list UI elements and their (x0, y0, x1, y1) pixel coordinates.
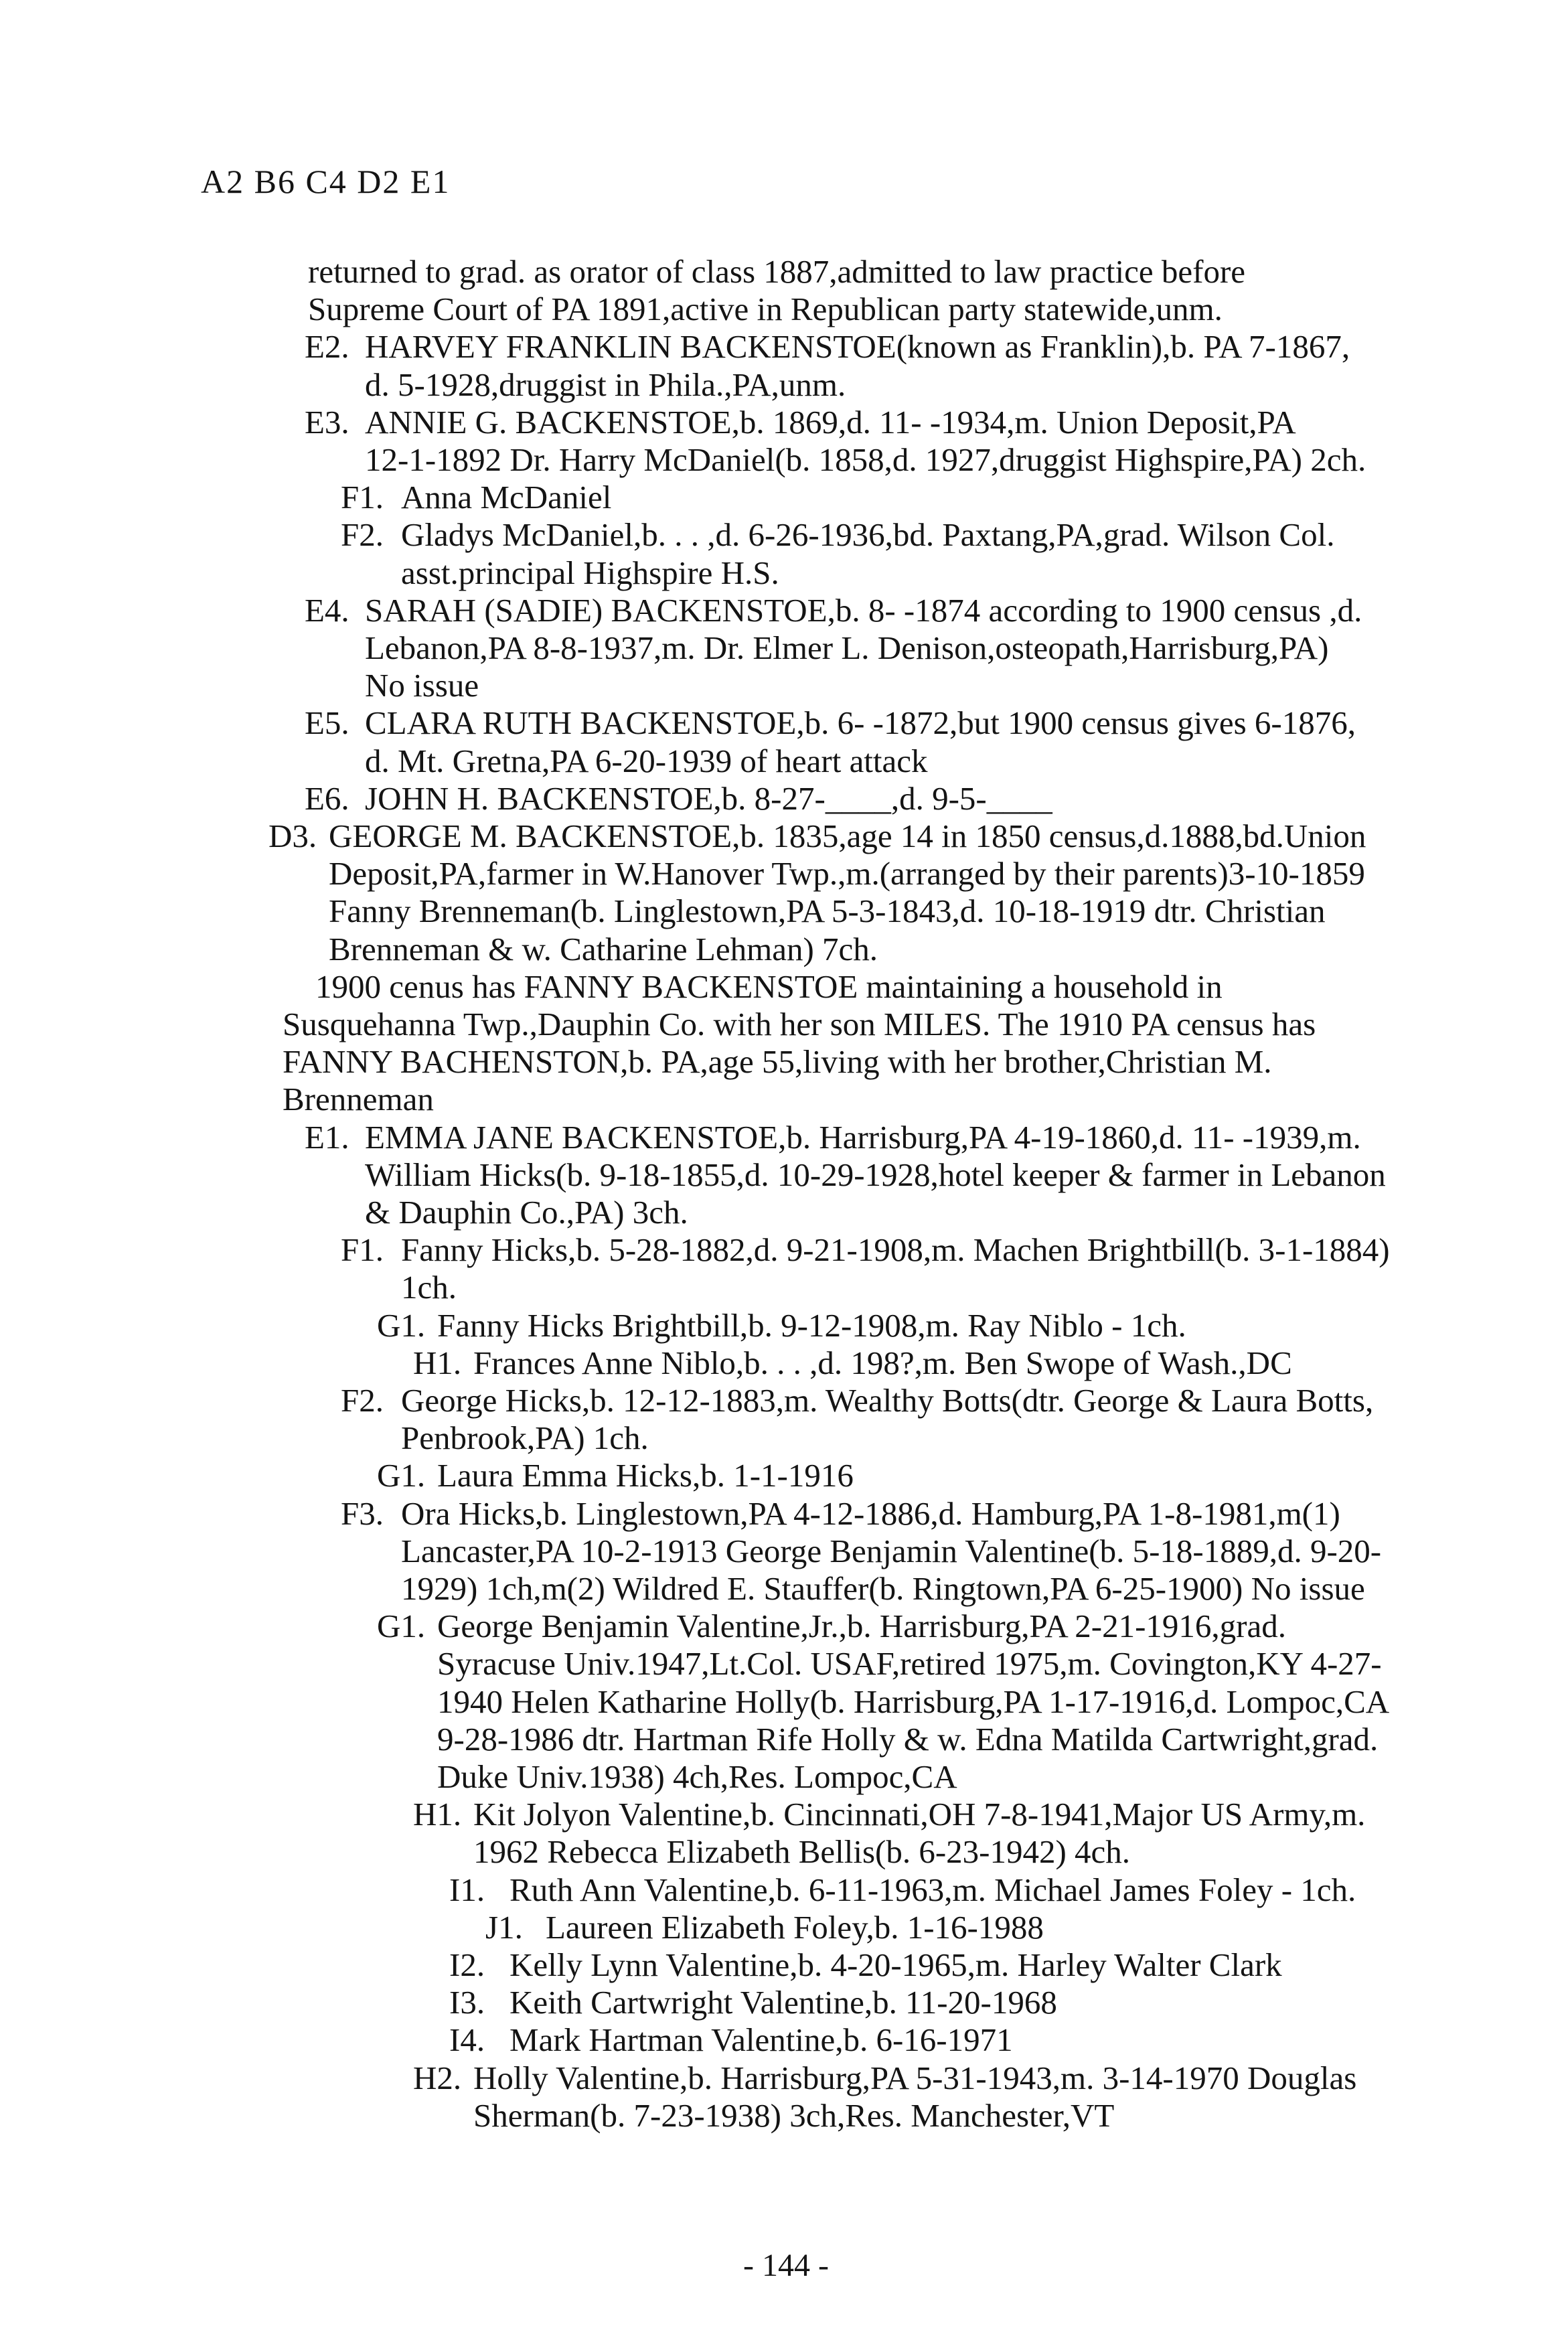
entry-line: Gladys McDaniel,b. . . ,d. 6-26-1936,bd. Paxtang,PA,grad. Wilson Col. (401, 516, 1335, 554)
entry-line: Ora Hicks,b. Linglestown,PA 4-12-1886,d. Hamburg,PA 1-8-1981,m(1) (401, 1494, 1340, 1532)
entry-line: HARVEY FRANKLIN BACKENSTOE(known as Franklin),b. PA 7-1867, (365, 328, 1350, 366)
entry-line: CLARA RUTH BACKENSTOE,b. 6- -1872,but 1900 census gives 6-1876, (365, 704, 1356, 742)
entry-label: I1. (449, 1871, 485, 1908)
entry-line: Kelly Lynn Valentine,b. 4-20-1965,m. Harley Walter Clark (509, 1946, 1282, 1983)
entry-line: 9-28-1986 dtr. Hartman Rife Holly & w. Edna Matilda Cartwright,grad. (437, 1720, 1379, 1758)
entry-line: asst.principal Highspire H.S. (401, 554, 779, 591)
entry-line: JOHN H. BACKENSTOE,b. 8-27-____,d. 9-5-____ (365, 779, 1052, 817)
entry-line: Laura Emma Hicks,b. 1-1-1916 (437, 1457, 854, 1494)
entry-line: EMMA JANE BACKENSTOE,b. Harrisburg,PA 4-19-1860,d. 11- -1939,m. (365, 1118, 1361, 1156)
page-number: - 144 - (743, 2248, 829, 2283)
entry-line: & Dauphin Co.,PA) 3ch. (365, 1194, 688, 1231)
entry-line: George Benjamin Valentine,Jr.,b. Harrisburg,PA 2-21-1916,grad. (437, 1608, 1286, 1645)
entry-line: Fanny Hicks Brightbill,b. 9-12-1908,m. Ray Niblo - 1ch. (437, 1306, 1186, 1344)
entry-line: Sherman(b. 7-23-1938) 3ch,Res. Manchester,VT (473, 2096, 1115, 2134)
entry-label: F1. (341, 1231, 384, 1269)
entry-line: ANNIE G. BACKENSTOE,b. 1869,d. 11- -1934,m. Union Deposit,PA (365, 403, 1296, 441)
entry-line: Duke Univ.1938) 4ch,Res. Lompoc,CA (437, 1758, 957, 1795)
entry-label: E6. (305, 779, 349, 817)
entry-line: Mark Hartman Valentine,b. 6-16-1971 (509, 2021, 1013, 2059)
entry-label: F1. (341, 479, 384, 516)
entry-line: Penbrook,PA) 1ch. (401, 1419, 649, 1457)
entry-line: d. Mt. Gretna,PA 6-20-1939 of heart attack (365, 742, 928, 779)
entry-line: Brenneman (283, 1081, 434, 1118)
entry-label: G1. (377, 1457, 426, 1494)
entry-label: E1. (305, 1118, 349, 1156)
entry-line: returned to grad. as orator of class 1887,admitted to law practice before (308, 253, 1246, 290)
entry-label: F2. (341, 516, 384, 554)
entry-label: E4. (305, 591, 349, 629)
entry-line: d. 5-1928,druggist in Phila.,PA,unm. (365, 366, 846, 403)
entry-line: William Hicks(b. 9-18-1855,d. 10-29-1928,hotel keeper & farmer in Lebanon (365, 1156, 1386, 1193)
entry-line: 1ch. (401, 1269, 457, 1306)
entry-label: J1. (485, 1908, 523, 1946)
entry-line: Keith Cartwright Valentine,b. 11-20-1968 (509, 1984, 1057, 2021)
entry-label: I4. (449, 2021, 485, 2059)
entry-line: Holly Valentine,b. Harrisburg,PA 5-31-1943,m. 3-14-1970 Douglas (473, 2059, 1357, 2096)
entry-label: H1. (413, 1344, 462, 1381)
entry-label: H1. (413, 1796, 462, 1833)
entry-line: Anna McDaniel (401, 479, 612, 516)
entry-line: Deposit,PA,farmer in W.Hanover Twp.,m.(arranged by their parents)3-10-1859 (329, 855, 1365, 893)
entry-line: 1940 Helen Katharine Holly(b. Harrisburg,PA 1-17-1916,d. Lompoc,CA (437, 1683, 1390, 1720)
entry-label: G1. (377, 1306, 426, 1344)
entry-line: SARAH (SADIE) BACKENSTOE,b. 8- -1874 according to 1900 census ,d. (365, 591, 1362, 629)
entry-line: FANNY BACHENSTON,b. PA,age 55,living with her brother,Christian M. (283, 1043, 1272, 1081)
entry-label: G1. (377, 1608, 426, 1645)
entry-label: F2. (341, 1382, 384, 1419)
entry-line: GEORGE M. BACKENSTOE,b. 1835,age 14 in 1850 census,d.1888,bd.Union (329, 818, 1366, 854)
entry-line: No issue (365, 667, 479, 704)
entry-line: Lancaster,PA 10-2-1913 George Benjamin Valentine(b. 5-18-1889,d. 9-20- (401, 1532, 1382, 1569)
entry-label: E5. (305, 704, 349, 742)
entry-label: E2. (305, 328, 349, 366)
entry-line: Ruth Ann Valentine,b. 6-11-1963,m. Michael James Foley - 1ch. (509, 1871, 1356, 1908)
entry-line: 1962 Rebecca Elizabeth Bellis(b. 6-23-1942) 4ch. (473, 1833, 1131, 1871)
entry-line: Fanny Hicks,b. 5-28-1882,d. 9-21-1908,m. Machen Brightbill(b. 3-1-1884) (401, 1231, 1390, 1269)
entry-label: F3. (341, 1494, 384, 1532)
entry-line: Lebanon,PA 8-8-1937,m. Dr. Elmer L. Denison,osteopath,Harrisburg,PA) (365, 629, 1329, 666)
entry-line: Kit Jolyon Valentine,b. Cincinnati,OH 7-8-1941,Major US Army,m. (473, 1796, 1366, 1833)
entry-line: Frances Anne Niblo,b. . . ,d. 198?,m. Ben Swope of Wash.,DC (473, 1344, 1292, 1381)
entry-label: H2. (413, 2059, 462, 2096)
entry-label: I3. (449, 1984, 485, 2021)
entry-line: Syracuse Univ.1947,Lt.Col. USAF,retired 1975,m. Covington,KY 4-27- (437, 1645, 1382, 1683)
entry-line: Supreme Court of PA 1891,active in Republican party statewide,unm. (308, 291, 1223, 328)
entry-line: 1900 cenus has FANNY BACKENSTOE maintaining a household in (283, 967, 1223, 1005)
entry-line: 12-1-1892 Dr. Harry McDaniel(b. 1858,d. 1927,druggist Highspire,PA) 2ch. (365, 441, 1366, 478)
entry-label: E3. (305, 403, 349, 441)
entry-line: 1929) 1ch,m(2) Wildred E. Stauffer(b. Ringtown,PA 6-25-1900) No issue (401, 1570, 1365, 1607)
entry-line: Brenneman & w. Catharine Lehman) 7ch. (329, 930, 878, 967)
lineage-header: A2 B6 C4 D2 E1 (201, 163, 451, 200)
entry-line: Fanny Brenneman(b. Linglestown,PA 5-3-1843,d. 10-18-1919 dtr. Christian (329, 893, 1326, 930)
entry-line: Laureen Elizabeth Foley,b. 1-16-1988 (546, 1908, 1044, 1946)
entry-label: I2. (449, 1946, 485, 1983)
entry-line: George Hicks,b. 12-12-1883,m. Wealthy Botts(dtr. George & Laura Botts, (401, 1382, 1374, 1419)
entry-line: Susquehanna Twp.,Dauphin Co. with her son MILES. The 1910 PA census has (283, 1006, 1316, 1042)
entry-label: D3. (268, 818, 317, 854)
